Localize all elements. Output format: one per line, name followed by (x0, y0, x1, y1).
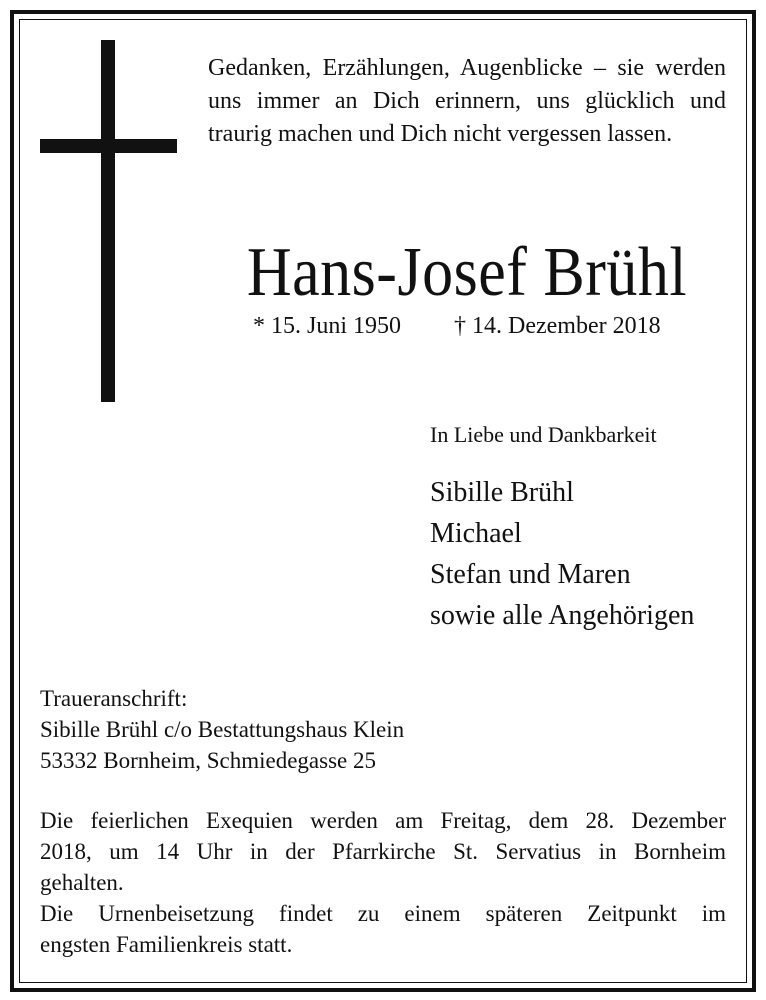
mourners-intro: In Liebe und Dankbarkeit (430, 422, 657, 447)
cross-horizontal-beam (40, 139, 177, 153)
condolence-address (40, 683, 404, 776)
mourner-name: Sibille Brühl (430, 477, 574, 508)
mourners-list (430, 472, 694, 636)
address-line: 53332 Bornheim, Schmiedegasse 25 (40, 748, 377, 773)
quote-line: Gedanken, Erzählungen, Augenblicke – sie werden (208, 55, 726, 81)
birth-date: * 15. Juni 1950 (253, 313, 402, 339)
address-line: Sibille Brühl c/o Bestattungshaus Klein (40, 717, 405, 742)
deceased-name: Hans-Josef Brühl (246, 234, 688, 311)
mourner-name: Michael (430, 518, 522, 549)
service-line: Die Urnenbeisetzung findet zu einem späteren Zeitpunkt im (40, 901, 726, 926)
service-line: gehalten. (40, 870, 124, 895)
death-date: † 14. Dezember 2018 (454, 313, 661, 339)
mourner-name: Stefan und Maren (430, 559, 631, 590)
memorial-quote (208, 52, 726, 151)
service-line: engsten Familienkreis statt. (40, 932, 293, 957)
service-information (40, 805, 726, 960)
cross-vertical-beam (101, 40, 115, 402)
service-line: Die feierlichen Exequien werden am Freitag, dem 28. Dezember (40, 808, 726, 833)
address-label: Traueranschrift: (40, 686, 188, 711)
service-line: 2018, um 14 Uhr in der Pfarrkirche St. Servatius in Bornheim (40, 839, 726, 864)
quote-line: uns immer an Dich erinnern, uns glücklich und (208, 88, 726, 114)
mourner-name: sowie alle Angehörigen (430, 600, 695, 631)
quote-line: traurig machen und Dich nicht vergessen lassen. (208, 121, 673, 147)
